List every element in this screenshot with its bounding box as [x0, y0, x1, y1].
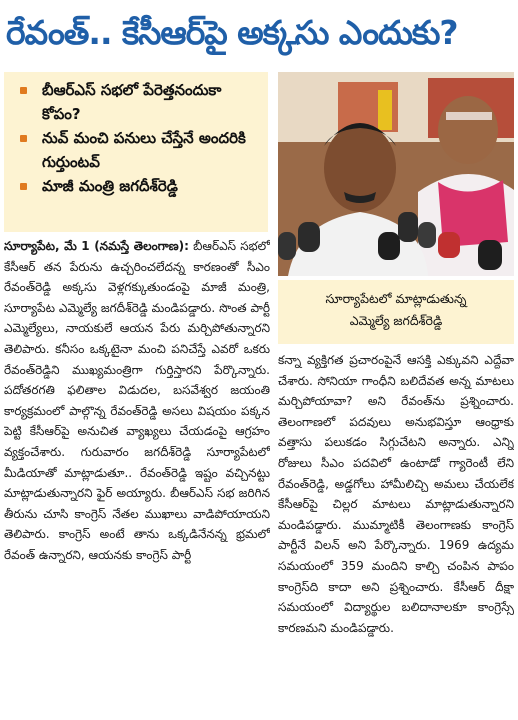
bullet-icon — [20, 135, 27, 142]
caption-line: సూర్యాపేటలో మాట్లాడుతున్న — [325, 291, 467, 306]
headline: రేవంత్.. కేసీఆర్‌పై అక్కసు ఎందుకు? — [6, 13, 458, 52]
highlight-item: బీఆర్‌ఎస్ సభలో పేరెత్తనందుకా కోపం? — [12, 78, 260, 126]
bullet-icon — [20, 87, 27, 94]
highlight-item: మాజీ మంత్రి జగదీశ్‌రెడ్డి — [12, 174, 260, 198]
photo-illustration — [278, 72, 514, 276]
article-column-left — [4, 236, 270, 720]
bullet-icon — [20, 183, 27, 190]
article-column-right — [278, 350, 514, 720]
highlight-item: నువ్ మంచి పనులు చేస్తేనే అందరికి గుర్తుంటవ్ — [12, 126, 260, 174]
highlights-box — [4, 72, 268, 232]
caption-line: ఎమ్మెల్యే జగదీశ్‌రెడ్డి — [349, 313, 443, 328]
article-text: కన్నా వ్యక్తిగత ప్రచారంపైనే ఆసక్తి ఎక్కువని ఎద్దేవా చేశారు. సోనియా గాంధీని బలిదేవత అన్న మాటలు మర్చిపోయావా? అని రేవంత్‌ను ప్రశ్నించారు. తెలంగాణలో పదవులు అనుభవిస్తూ ఆంధ్రాకు వత్తాసు పలుకడం సిగ్గుచేటని అన్నారు. ఎన్ని రోజులు సీఎం పదవిలో ఉంటాడో గ్యారెంటీ లేని రేవంత్‌రెడ్డి, అడ్డగోలు హామీలిచ్చి అమలు చేయలేక కేసీఆర్‌పై చిల్లర మాటలు మాట్లాడుతున్నారని మండిపడ్డారు. ముమ్మాటికీ తెలంగాణకు కాంగ్రెస్ పార్టీనే విలన్ అని పేర్కొన్నారు. 1969 ఉద్యమ సమయంలో 359 మందిని కాల్చి చంపిన పాపం కాంగ్రెస్‌ది కాదా అని ప్రశ్నించారు. కేసీఆర్ దీక్షా సమయంలో విద్యార్థుల బలిదానాలకూ కాంగ్రెస్సే కారణమని మండిపడ్డారు. — [278, 353, 514, 635]
article-text: బీఆర్‌ఎస్ సభలో కేసీఆర్ తన పేరును ఉచ్చరించలేదన్న కారణంతో సీఎం రేవంత్‌రెడ్డి అక్కసు వెళ్లగక్కుతుండంపై మాజీ మంత్రి, సూర్యాపేట ఎమ్మెల్యే జగదీశ్‌రెడ్డి మండిపడ్డారు. సొంత పార్టీ ఎమ్మెల్యేలు, నాయకులే ఆయన పేరు మర్చిపోతున్నారని తెలిపారు. కనీసం ఒక్కటైనా మంచి పనిచేస్తే ఎవరో ఒకరు రేవంత్‌రెడ్డిని ముఖ్యమంత్రిగా గుర్తిస్తారని పేర్కొన్నారు. పదోతరగతి ఫలితాల విడుదల, బసవేశ్వర జయంతి కార్యక్రమంలో పాల్గొన్న రేవంత్‌రెడ్డి అసలు విషయం పక్కన పెట్టి కేసీఆర్‌పై అనుచిత వ్యాఖ్యలు చేయడంపై ఆగ్రహం వ్యక్తంచేశారు. గురువారం జగదీశ్‌రెడ్డి సూర్యాపేటలో మీడియాతో మాట్లాడుతూ.. రేవంత్‌రెడ్డి ఇష్టం వచ్చినట్టు మాట్లాడుతున్నారని ఫైర్ అయ్యారు. బీఆర్‌ఎస్ సభ జరిగిన తీరును చూసి కాంగ్రెస్ నేతల ముఖాలు వాడిపోయాయని తెలిపారు. కాంగ్రెస్ అంటే తాను ఒక్కడినేనన్న భ్రమలో రేవంత్ ఉన్నారని, ఆయనకు కాంగ్రెస్ పార్టీ — [4, 239, 270, 562]
photo-caption — [278, 280, 514, 344]
dateline: సూర్యాపేట, మే 1 (నమస్తే తెలంగాణ): — [4, 239, 189, 253]
news-photo — [278, 72, 514, 276]
